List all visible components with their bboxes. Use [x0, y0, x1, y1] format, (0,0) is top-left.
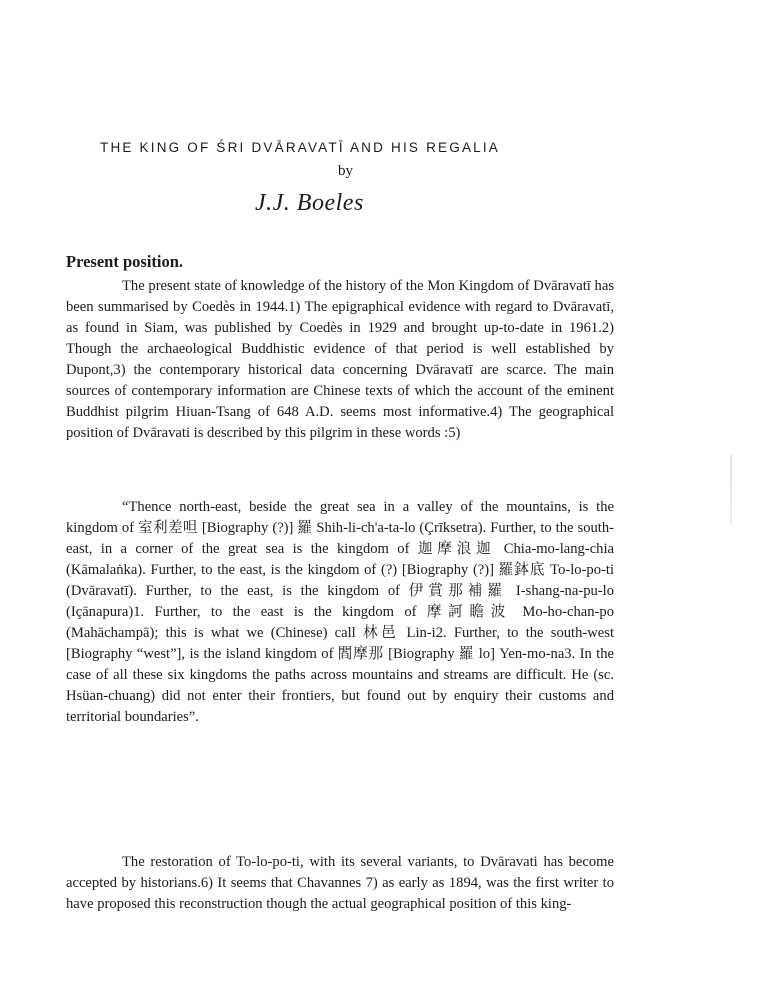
article-title: THE KING OF ŚRI DVĀRAVATĪ AND HIS REGALIA	[100, 140, 501, 155]
quotation-paragraph: “Thence north-east, beside the great sea in a valley of the mountains, is the kingdom of 室利差呾 [Biography (?)] 羅 Shih-li-ch'a-ta-lo (Çrīksetra). Further, to the south-east, in a corner of the great sea is the kingdom of 迦摩浪迦 Chia-mo-lang-chia (Kāmalaṅka). Further, to the east, is the kingdom of (?) [Biography (?)] 羅鉢底 To-lo-po-ti (Dvāravatī). Further, to the east, is the kingdom of 伊賞那補羅 I-shang-na-pu-lo (Içānapura)1. Further, to the east is the kingdom of 摩訶瞻波 Mo-ho-chan-po (Mahāchampā); this is what we (Chinese) call 林邑 Lin-i2. Further, to the south-west [Biography “west”], is the island kingdom of 閻摩那 [Biography 羅 lo] Yen-mo-na3. In the case of all these six kingdoms the paths across mountains and streams are difficult. He (sc. Hsüan-chuang) did not enter their frontiers, but found out by enquiry their customs and territorial boundaries”.	[66, 499, 614, 725]
section-heading: Present position.	[66, 252, 184, 271]
paragraph-restoration: The restoration of To-lo-po-ti, with its several variants, to Dvāravati has become accepted by historians.6) It seems that Chavannes 7) as early as 1894, was the first writer to have proposed this reconstruction though the actual geographical position of this king-	[66, 854, 614, 912]
margin-mark	[730, 455, 732, 525]
paragraph-intro: The present state of knowledge of the history of the Mon Kingdom of Dvāravatī has been summarised by Coedès in 1944.1) The epigraphical evidence with regard to Dvāravatī, as found in Siam, was published by Coedès in 1929 and brought up-to-date in 1961.2) Though the archaeological Buddhistic evidence of that period is well established by Dupont,3) the contemporary historical data concerning Dvāravatī are scarce. The main sources of contemporary information are Chinese texts of which the account of the eminent Buddhist pilgrim Hiuan-Tsang of 648 A.D. seems most informative.4) The geographical position of Dvāravati is described by this pilgrim in these words :5)	[66, 278, 614, 441]
byline-by: by	[338, 163, 353, 179]
author-name: J.J. Boeles	[255, 190, 364, 216]
